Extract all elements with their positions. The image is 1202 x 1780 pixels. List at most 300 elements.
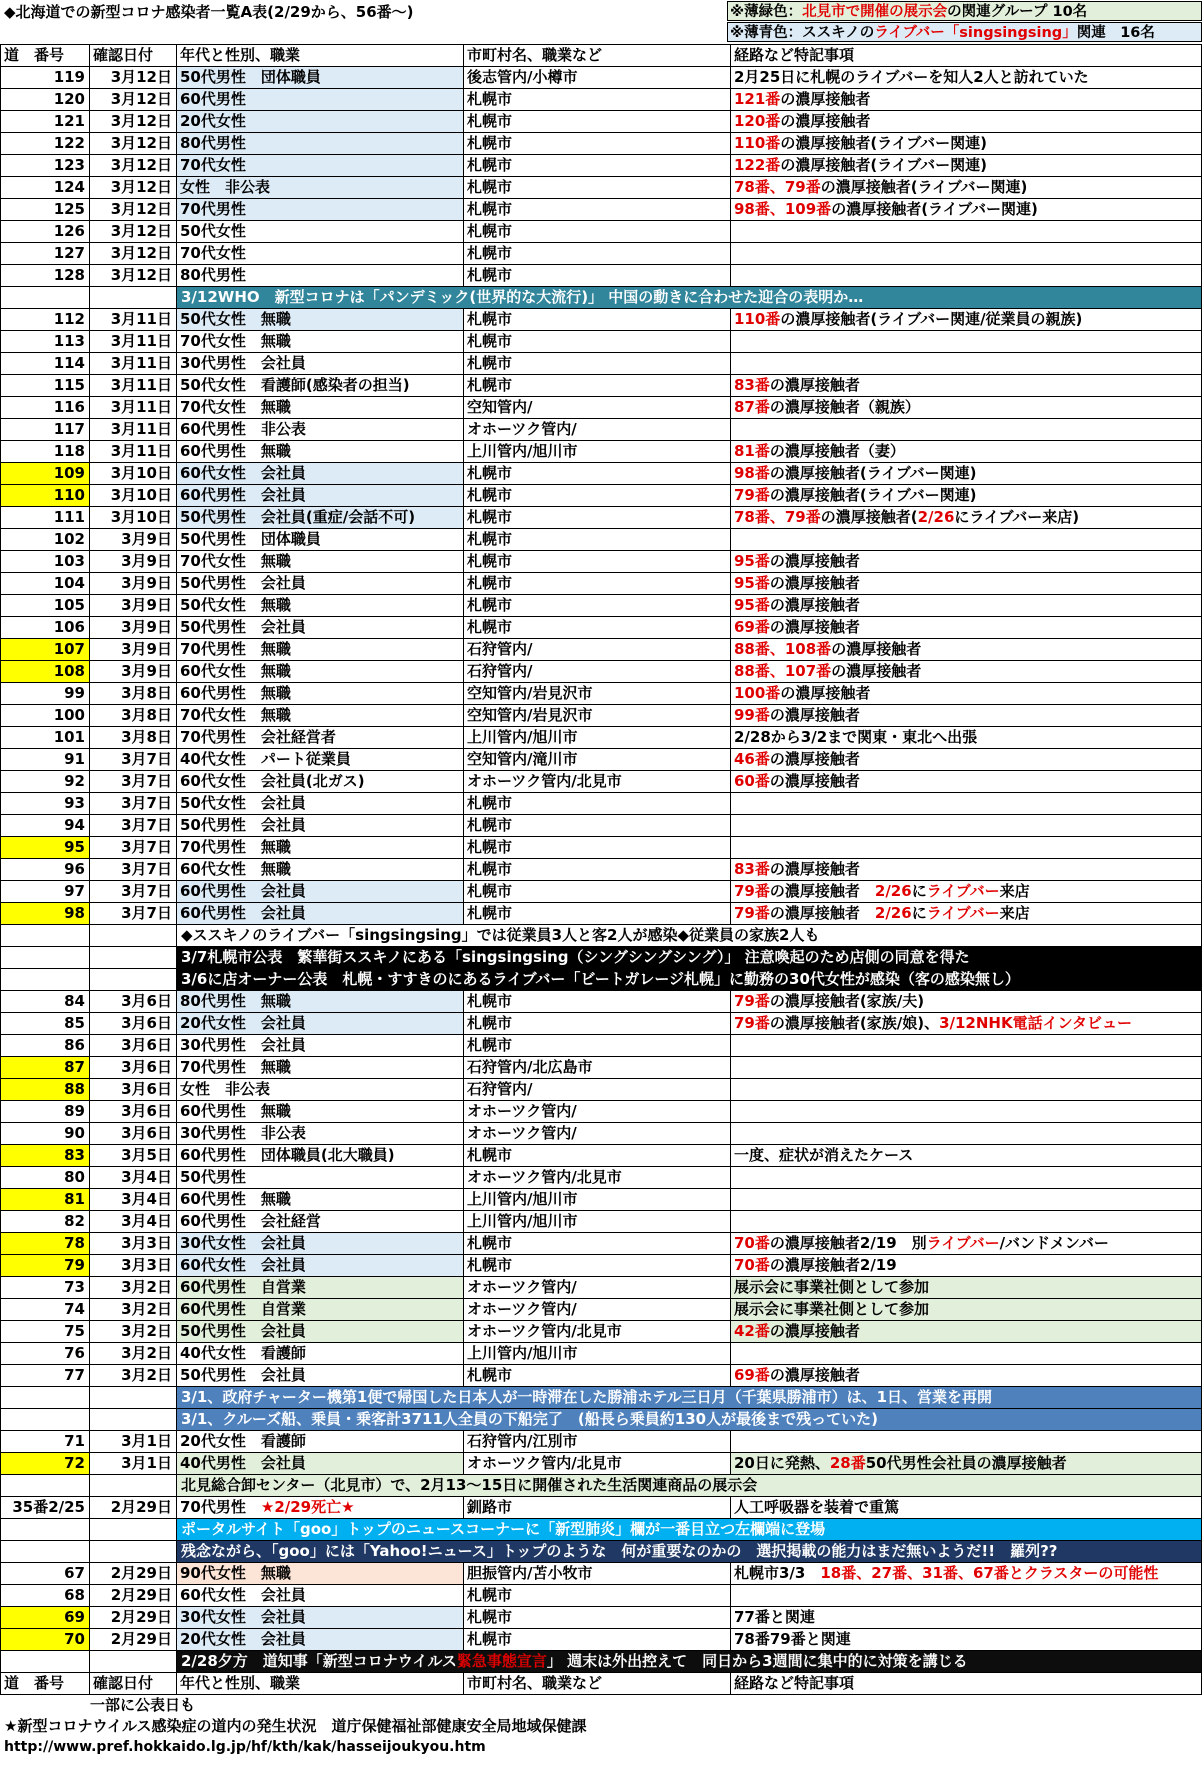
case-number: 89 [1, 1101, 90, 1123]
banner-row [1, 1519, 1202, 1541]
case-number: 116 [1, 397, 90, 419]
banner-row [1, 1475, 1202, 1497]
note-segment: 79番 [734, 904, 770, 922]
note-segment: ライブバー [926, 882, 1000, 900]
age-gender-job [177, 199, 464, 221]
table-row [1, 1057, 1202, 1079]
case-number: 111 [1, 507, 90, 529]
route-notes [731, 1277, 1202, 1299]
route-notes [731, 1321, 1202, 1343]
route-notes [731, 331, 1202, 353]
municipality: 札幌市 [464, 529, 731, 551]
municipality: 札幌市 [464, 837, 731, 859]
municipality: 札幌市 [464, 1145, 731, 1167]
age-gender-job [177, 309, 464, 331]
route-notes [731, 617, 1202, 639]
banner-spacer [90, 1387, 177, 1409]
case-number: 69 [1, 1607, 90, 1629]
age-gender-job [177, 397, 464, 419]
route-notes [731, 375, 1202, 397]
municipality: 石狩管内/江別市 [464, 1431, 731, 1453]
municipality: 札幌市 [464, 903, 731, 925]
municipality: 札幌市 [464, 177, 731, 199]
route-notes [731, 881, 1202, 903]
case-number: 81 [1, 1189, 90, 1211]
route-notes [731, 1079, 1202, 1101]
age-gender-job [177, 1167, 464, 1189]
sheet-header [0, 0, 1202, 44]
note-segment: 88番、108番 [734, 640, 832, 658]
age-gender-job [177, 67, 464, 89]
note-segment: に [911, 904, 927, 922]
municipality: オホーツク管内/ [464, 1123, 731, 1145]
municipality: 札幌市 [464, 1255, 731, 1277]
route-notes [731, 1211, 1202, 1233]
route-notes [731, 1233, 1202, 1255]
age-gender-job [177, 551, 464, 573]
municipality: 札幌市 [464, 1365, 731, 1387]
table-row [1, 309, 1202, 331]
route-notes [731, 133, 1202, 155]
route-notes [731, 177, 1202, 199]
banner-row [1, 925, 1202, 947]
confirm-date: 3月12日 [90, 89, 177, 111]
age-gender-job [177, 793, 464, 815]
banner-spacer [90, 1409, 177, 1431]
note-segment: の濃厚接触者(ライブバー関連) [831, 200, 1038, 218]
age-gender-text: 70代男性 無職 [180, 838, 291, 856]
confirm-date: 3月12日 [90, 199, 177, 221]
table-row [1, 419, 1202, 441]
table-row [1, 1101, 1202, 1123]
municipality: 札幌市 [464, 375, 731, 397]
note-segment: 69番 [734, 618, 770, 636]
note-segment: 88番、107番 [734, 662, 832, 680]
route-notes [731, 771, 1202, 793]
municipality: オホーツク管内/ [464, 1277, 731, 1299]
table-row [1, 793, 1202, 815]
note-segment: 95番 [734, 596, 770, 614]
route-notes [731, 1167, 1202, 1189]
route-notes [731, 573, 1202, 595]
age-gender-job [177, 1563, 464, 1585]
case-number: 117 [1, 419, 90, 441]
age-gender-job [177, 1013, 464, 1035]
note-segment: 展示会に事業社側として参加 [734, 1278, 930, 1296]
confirm-date: 3月11日 [90, 353, 177, 375]
age-gender-job [177, 1255, 464, 1277]
note-segment: 78番、79番 [734, 178, 821, 196]
case-number: 128 [1, 265, 90, 287]
confirm-date: 3月11日 [90, 309, 177, 331]
case-number: 126 [1, 221, 90, 243]
note-segment: 79番 [734, 1014, 770, 1032]
table-row [1, 595, 1202, 617]
note-segment: 46番 [734, 750, 770, 768]
age-gender-text: 50代男性 会社員 [180, 1366, 306, 1384]
table-row [1, 727, 1202, 749]
route-notes [731, 551, 1202, 573]
case-number: 97 [1, 881, 90, 903]
route-notes [731, 529, 1202, 551]
note-segment: の濃厚接触者 [769, 376, 860, 394]
age-gender-job [177, 1585, 464, 1607]
municipality: 札幌市 [464, 265, 731, 287]
note-segment: 2/26 [874, 904, 912, 922]
age-gender-job [177, 1233, 464, 1255]
case-number: 106 [1, 617, 90, 639]
municipality: 釧路市 [464, 1497, 731, 1519]
confirm-date: 3月7日 [90, 815, 177, 837]
banner-row [1, 1541, 1202, 1563]
age-gender-text: 80代男性 [180, 266, 246, 284]
case-number: 79 [1, 1255, 90, 1277]
table-row [1, 155, 1202, 177]
footer-url[interactable]: http://www.pref.hokkaido.lg.jp/hf/kth/kak/hasseijoukyou.htm [4, 1739, 486, 1755]
note-segment: 87番 [734, 398, 770, 416]
route-notes [731, 111, 1202, 133]
banner-text: ◆ススキノのライブバー「singsingsing」では従業員3人と客2人が感染◆従業員の家族2人も [177, 925, 1202, 947]
age-gender-text: 60代男性 会社員 [180, 486, 306, 504]
confirm-date: 3月6日 [90, 1057, 177, 1079]
route-notes [731, 441, 1202, 463]
banner-spacer [90, 1651, 177, 1673]
note-segment: の濃厚接触者 [780, 90, 871, 108]
table-row [1, 749, 1202, 771]
age-gender-text: 60代男性 無職 [180, 684, 291, 702]
banner-spacer [1, 1541, 90, 1563]
case-number: 108 [1, 661, 90, 683]
route-notes [731, 661, 1202, 683]
route-notes [731, 485, 1202, 507]
case-number: 80 [1, 1167, 90, 1189]
case-number: 110 [1, 485, 90, 507]
age-gender-text: 70代男性 [180, 1498, 261, 1516]
municipality: 札幌市 [464, 309, 731, 331]
table-row [1, 1167, 1202, 1189]
confirm-date: 3月12日 [90, 265, 177, 287]
case-number: 100 [1, 705, 90, 727]
age-gender-text: 80代男性 無職 [180, 992, 291, 1010]
age-gender-job [177, 749, 464, 771]
confirm-date: 3月9日 [90, 661, 177, 683]
column-header: 道 番号 [1, 45, 90, 67]
table-row [1, 1255, 1202, 1277]
age-gender-text: 90代女性 無職 [180, 1564, 291, 1582]
route-notes [731, 639, 1202, 661]
note-segment: の濃厚接触者 [769, 882, 875, 900]
note-segment: の濃厚接触者 [780, 684, 871, 702]
case-number: 75 [1, 1321, 90, 1343]
age-gender-text: 60代男性 会社員 [180, 904, 306, 922]
note-segment: の濃厚接触者 [769, 750, 860, 768]
table-row [1, 89, 1202, 111]
note-segment: 121番 [734, 90, 781, 108]
municipality: 札幌市 [464, 1035, 731, 1057]
municipality: 上川管内/旭川市 [464, 1189, 731, 1211]
case-number: 85 [1, 1013, 90, 1035]
municipality: 胆振管内/苫小牧市 [464, 1563, 731, 1585]
age-gender-text: 60代男性 無職 [180, 442, 291, 460]
note-segment: の濃厚接触者 [769, 772, 860, 790]
route-notes [731, 1299, 1202, 1321]
table-row [1, 1321, 1202, 1343]
age-gender-job [177, 683, 464, 705]
note-segment: に [911, 882, 927, 900]
note-segment: にライブバー来店) [954, 508, 1080, 526]
municipality: オホーツク管内/北見市 [464, 1321, 731, 1343]
route-notes [731, 1607, 1202, 1629]
age-gender-job [177, 1365, 464, 1387]
confirm-date: 3月2日 [90, 1321, 177, 1343]
age-gender-text: 60代男性 無職 [180, 1190, 291, 1208]
case-number: 121 [1, 111, 90, 133]
municipality: 後志管内/小樽市 [464, 67, 731, 89]
confirm-date: 3月7日 [90, 749, 177, 771]
age-gender-job [177, 89, 464, 111]
note-segment: の濃厚接触者(ライブバー関連) [769, 486, 977, 504]
age-gender-text: 30代男性 会社員 [180, 1036, 306, 1054]
table-row [1, 463, 1202, 485]
municipality: 札幌市 [464, 551, 731, 573]
note-segment: 来店 [999, 882, 1030, 900]
note-segment: ライブバー [926, 904, 1000, 922]
confirm-date: 3月6日 [90, 1079, 177, 1101]
case-number: 115 [1, 375, 90, 397]
table-row [1, 1453, 1202, 1475]
route-notes [731, 1453, 1202, 1475]
note-segment: 98番 [734, 464, 770, 482]
banner-text: 3/6に店オーナー公表 札幌・すすきのにあるライブバー「ビートガレージ札幌」に勤務の30代女性が感染（客の感染無し） [177, 969, 1202, 991]
case-number: 77 [1, 1365, 90, 1387]
confirm-date: 3月9日 [90, 529, 177, 551]
banner-spacer [90, 1541, 177, 1563]
note-segment: の濃厚接触者 [769, 904, 875, 922]
table-row [1, 1013, 1202, 1035]
age-gender-text: 70代女性 無職 [180, 552, 291, 570]
age-gender-text: 女性 非公表 [180, 178, 271, 196]
municipality: 札幌市 [464, 133, 731, 155]
municipality: 上川管内/旭川市 [464, 441, 731, 463]
note-segment: 99番 [734, 706, 770, 724]
table-row [1, 815, 1202, 837]
confirm-date: 3月2日 [90, 1343, 177, 1365]
age-gender-text: 50代女性 無職 [180, 310, 291, 328]
age-gender-text: 50代男性 会社員(重症/会話不可) [180, 508, 416, 526]
table-row [1, 639, 1202, 661]
age-gender-job [177, 1629, 464, 1651]
route-notes [731, 1431, 1202, 1453]
confirm-date: 3月11日 [90, 375, 177, 397]
route-notes [731, 309, 1202, 331]
age-gender-text: 60代女性 会社員 [180, 464, 306, 482]
note-segment: 122番 [734, 156, 781, 174]
age-gender-job [177, 617, 464, 639]
municipality: 空知管内/ [464, 397, 731, 419]
table-row [1, 661, 1202, 683]
banner-text: 北見総合卸センター（北見市）で、2月13～15日に開催された生活関連商品の展示会 [177, 1475, 1202, 1497]
case-number: 120 [1, 89, 90, 111]
table-row [1, 683, 1202, 705]
note-segment: 95番 [734, 574, 770, 592]
age-gender-job [177, 991, 464, 1013]
confirm-date: 3月6日 [90, 991, 177, 1013]
banner-text: 3/1、政府チャーター機第1便で帰国した日本人が一時滞在した勝浦ホテル三日月（千葉県勝浦市）は、1日、営業を再開 [177, 1387, 1202, 1409]
confirm-date: 3月4日 [90, 1167, 177, 1189]
municipality: 札幌市 [464, 793, 731, 815]
age-gender-job [177, 1321, 464, 1343]
note-segment: の濃厚接触者2/19 別 [769, 1234, 927, 1252]
municipality: オホーツク管内/ [464, 1299, 731, 1321]
table-row [1, 177, 1202, 199]
age-gender-job [177, 1189, 464, 1211]
case-number: 105 [1, 595, 90, 617]
note-segment: 2月25日に札幌のライブバーを知人2人と訪れていた [734, 68, 1089, 86]
banner-spacer [1, 1651, 90, 1673]
age-gender-text: 70代女性 [180, 244, 246, 262]
banner-spacer [90, 947, 177, 969]
age-gender-job [177, 507, 464, 529]
municipality: 上川管内/旭川市 [464, 1211, 731, 1233]
age-gender-text: 50代男性 [180, 1168, 246, 1186]
table-row [1, 1343, 1202, 1365]
note-segment: 札幌市3/3 [734, 1564, 821, 1582]
case-number: 84 [1, 991, 90, 1013]
municipality: 上川管内/旭川市 [464, 727, 731, 749]
note-segment: 2/28から3/2まで関東・東北へ出張 [734, 728, 978, 746]
legend-green-suffix: の関連グループ 10名 [947, 4, 1088, 20]
column-header-row [1, 45, 1202, 67]
banner-row [1, 287, 1202, 309]
age-gender-job [177, 903, 464, 925]
route-notes [731, 67, 1202, 89]
cases-table [0, 44, 1202, 1695]
table-row [1, 551, 1202, 573]
route-notes [731, 1189, 1202, 1211]
confirm-date: 3月12日 [90, 67, 177, 89]
table-row [1, 1607, 1202, 1629]
case-number: 95 [1, 837, 90, 859]
confirm-date: 3月6日 [90, 1013, 177, 1035]
note-segment: の濃厚接触者(ライブバー関連/従業員の親族) [780, 310, 1083, 328]
route-notes [731, 199, 1202, 221]
case-number: 35番2/25 [1, 1497, 90, 1519]
route-notes [731, 1057, 1202, 1079]
table-row [1, 705, 1202, 727]
age-gender-text: 70代女性 無職 [180, 398, 291, 416]
confirm-date: 3月11日 [90, 419, 177, 441]
route-notes [731, 419, 1202, 441]
route-notes [731, 1035, 1202, 1057]
confirm-date: 3月1日 [90, 1453, 177, 1475]
note-segment: 50代男性会社員の濃厚接触者 [865, 1454, 1067, 1472]
column-header: 年代と性別、職業 [177, 45, 464, 67]
age-gender-job [177, 1343, 464, 1365]
route-notes [731, 683, 1202, 705]
route-notes [731, 595, 1202, 617]
case-number: 99 [1, 683, 90, 705]
age-gender-text: 50代男性 会社員 [180, 618, 306, 636]
banner-text: 残念ながら、「goo」には「Yahoo!ニュース」トップのような 何が重要なのかの 選択掲載の能力はまだ無いようだ!! 羅列?? [177, 1541, 1202, 1563]
note-segment: 69番 [734, 1366, 770, 1384]
note-segment: の濃厚接触者（妻） [769, 442, 905, 460]
age-gender-job [177, 573, 464, 595]
note-segment: の濃厚接触者 [769, 596, 860, 614]
banner-spacer [90, 287, 177, 309]
table-row [1, 1497, 1202, 1519]
case-number: 114 [1, 353, 90, 375]
municipality: 空知管内/滝川市 [464, 749, 731, 771]
table-row [1, 1123, 1202, 1145]
note-segment: の濃厚接触者 [769, 706, 860, 724]
municipality: オホーツク管内/ [464, 1101, 731, 1123]
route-notes [731, 991, 1202, 1013]
table-row [1, 1629, 1202, 1651]
banner-row [1, 1387, 1202, 1409]
confirm-date: 3月12日 [90, 221, 177, 243]
age-gender-job [177, 1299, 464, 1321]
age-gender-text: 50代男性 会社員 [180, 1322, 306, 1340]
age-gender-text: 80代男性 [180, 134, 246, 152]
note-segment: の濃厚接触者 [780, 112, 871, 130]
age-gender-job [177, 1057, 464, 1079]
age-gender-text: 70代男性 無職 [180, 1058, 291, 1076]
age-gender-job [177, 661, 464, 683]
case-number: 107 [1, 639, 90, 661]
case-number: 83 [1, 1145, 90, 1167]
age-gender-text: 50代男性 団体職員 [180, 68, 321, 86]
route-notes [731, 903, 1202, 925]
age-gender-job [177, 485, 464, 507]
table-row [1, 265, 1202, 287]
note-segment: の濃厚接触者 [769, 618, 860, 636]
confirm-date: 3月12日 [90, 177, 177, 199]
table-row [1, 375, 1202, 397]
confirm-date: 2月29日 [90, 1607, 177, 1629]
age-gender-job [177, 243, 464, 265]
table-row [1, 1365, 1202, 1387]
route-notes [731, 155, 1202, 177]
age-gender-job [177, 1607, 464, 1629]
age-gender-text: 40代女性 看護師 [180, 1344, 306, 1362]
age-gender-text: 60代女性 無職 [180, 860, 291, 878]
note-segment: 110番 [734, 310, 781, 328]
banner-text: 3/1、クルーズ船、乗員・乗客計3711人全員の下船完了 (船長ら乗員約130人が最後まで残っていた) [177, 1409, 1202, 1431]
note-segment: 110番 [734, 134, 781, 152]
confirm-date: 3月2日 [90, 1299, 177, 1321]
age-gender-job [177, 1431, 464, 1453]
table-row [1, 771, 1202, 793]
table-row [1, 199, 1202, 221]
age-gender-text: 70代男性 [180, 200, 246, 218]
case-number: 87 [1, 1057, 90, 1079]
confirm-date: 3月12日 [90, 243, 177, 265]
table-row [1, 1211, 1202, 1233]
route-notes [731, 793, 1202, 815]
table-row [1, 1079, 1202, 1101]
age-gender-job [177, 463, 464, 485]
case-number: 102 [1, 529, 90, 551]
route-notes [731, 837, 1202, 859]
banner-spacer [1, 1475, 90, 1497]
table-row [1, 1277, 1202, 1299]
column-header: 市町村名、職業など [464, 1673, 731, 1695]
confirm-date: 3月10日 [90, 485, 177, 507]
age-gender-job [177, 177, 464, 199]
age-gender-job [177, 221, 464, 243]
age-gender-text: 70代女性 [180, 156, 246, 174]
note-segment: 3/12NHK電話インタビュー [939, 1014, 1132, 1032]
